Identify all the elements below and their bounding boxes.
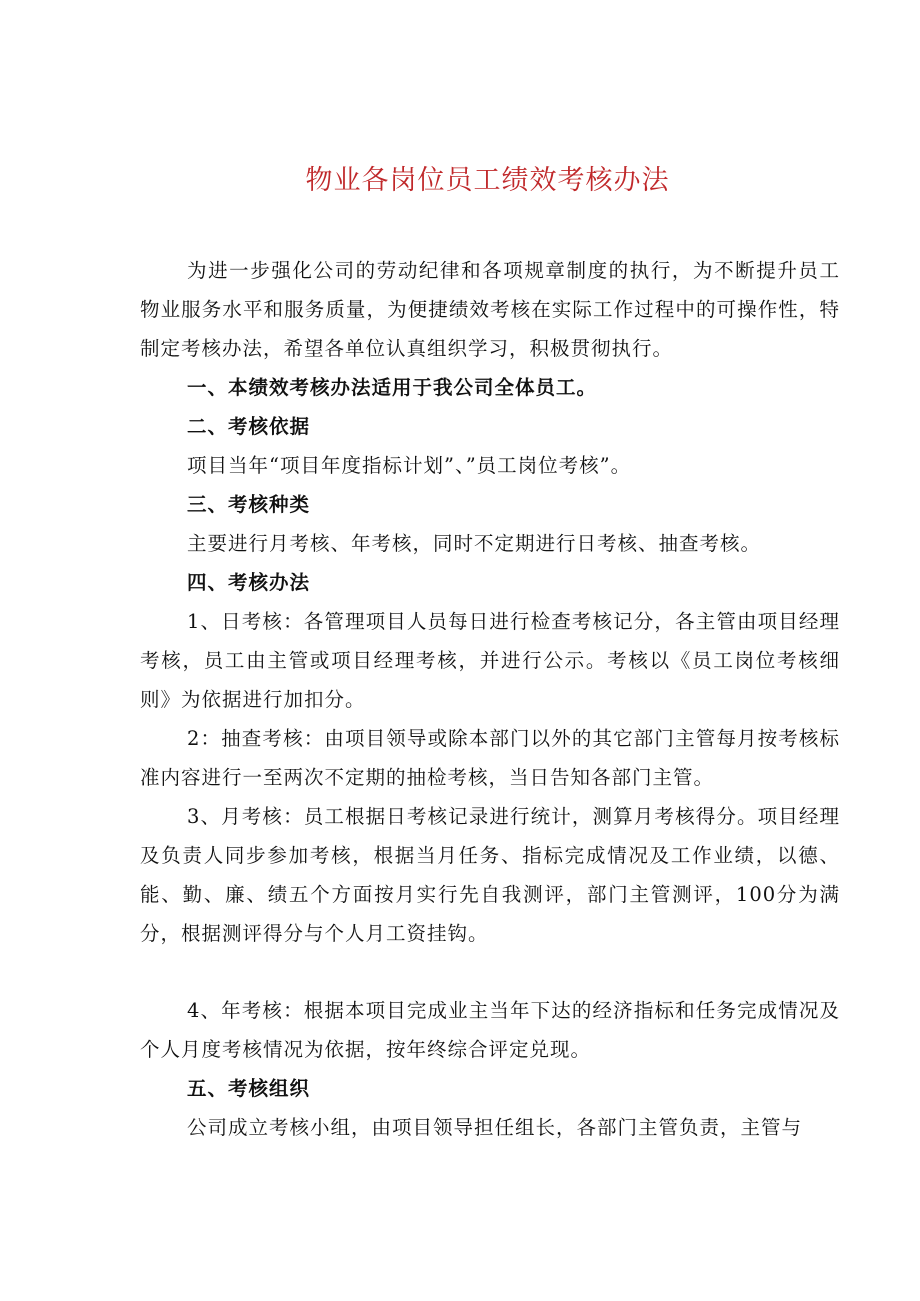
section-heading-methods: 四、考核办法	[187, 571, 311, 594]
daily-assessment-paragraph: 1、日考核：各管理项目人员每日进行检查考核记分，各主管由项目经理考核，员工由主管或项目经理考核，并进行公示。考核以《员工岗位考核细则》为依据进行加扣分。	[140, 610, 840, 711]
section-heading-scope: 一、本绩效考核办法适用于我公司全体员工。	[187, 376, 598, 399]
section-heading-types: 三、考核种类	[187, 493, 311, 516]
monthly-assessment-paragraph: 3、月考核：员工根据日考核记录进行统计，测算月考核得分。项目经理及负责人同步参加考核，根据当月任务、指标完成情况及工作业绩，以德、能、勤、廉、绩五个方面按月实行先自我测评，部门主管测评，100分为满分，根据测评得分与个人月工资挂钩。	[140, 805, 840, 945]
document-title: 物业各岗位员工绩效考核办法	[305, 165, 670, 196]
section-heading-basis: 二、考核依据	[187, 415, 311, 438]
types-paragraph: 主要进行月考核、年考核，同时不定期进行日考核、抽查考核。	[187, 532, 762, 555]
section-heading-organization: 五、考核组织	[187, 1077, 311, 1100]
organization-paragraph: 公司成立考核小组，由项目领导担任组长，各部门主管负责，主管与	[187, 1116, 803, 1139]
intro-paragraph: 为进一步强化公司的劳动纪律和各项规章制度的执行，为不断提升员工物业服务水平和服务质量，为便捷绩效考核在实际工作过程中的可操作性，特制定考核办法，希望各单位认真组织学习，积极贯彻执行。	[140, 259, 840, 360]
document-body	[140, 251, 840, 1147]
spot-check-paragraph: 2：抽查考核：由项目领导或除本部门以外的其它部门主管每月按考核标准内容进行一至两次不定期的抽检考核，当日告知各部门主管。	[140, 727, 840, 789]
annual-assessment-paragraph: 4、年考核：根据本项目完成业主当年下达的经济指标和任务完成情况及个人月度考核情况为依据，按年终综合评定兑现。	[140, 999, 840, 1061]
basis-paragraph: 项目当年“项目年度指标计划”、”员工岗位考核”。	[187, 454, 632, 477]
